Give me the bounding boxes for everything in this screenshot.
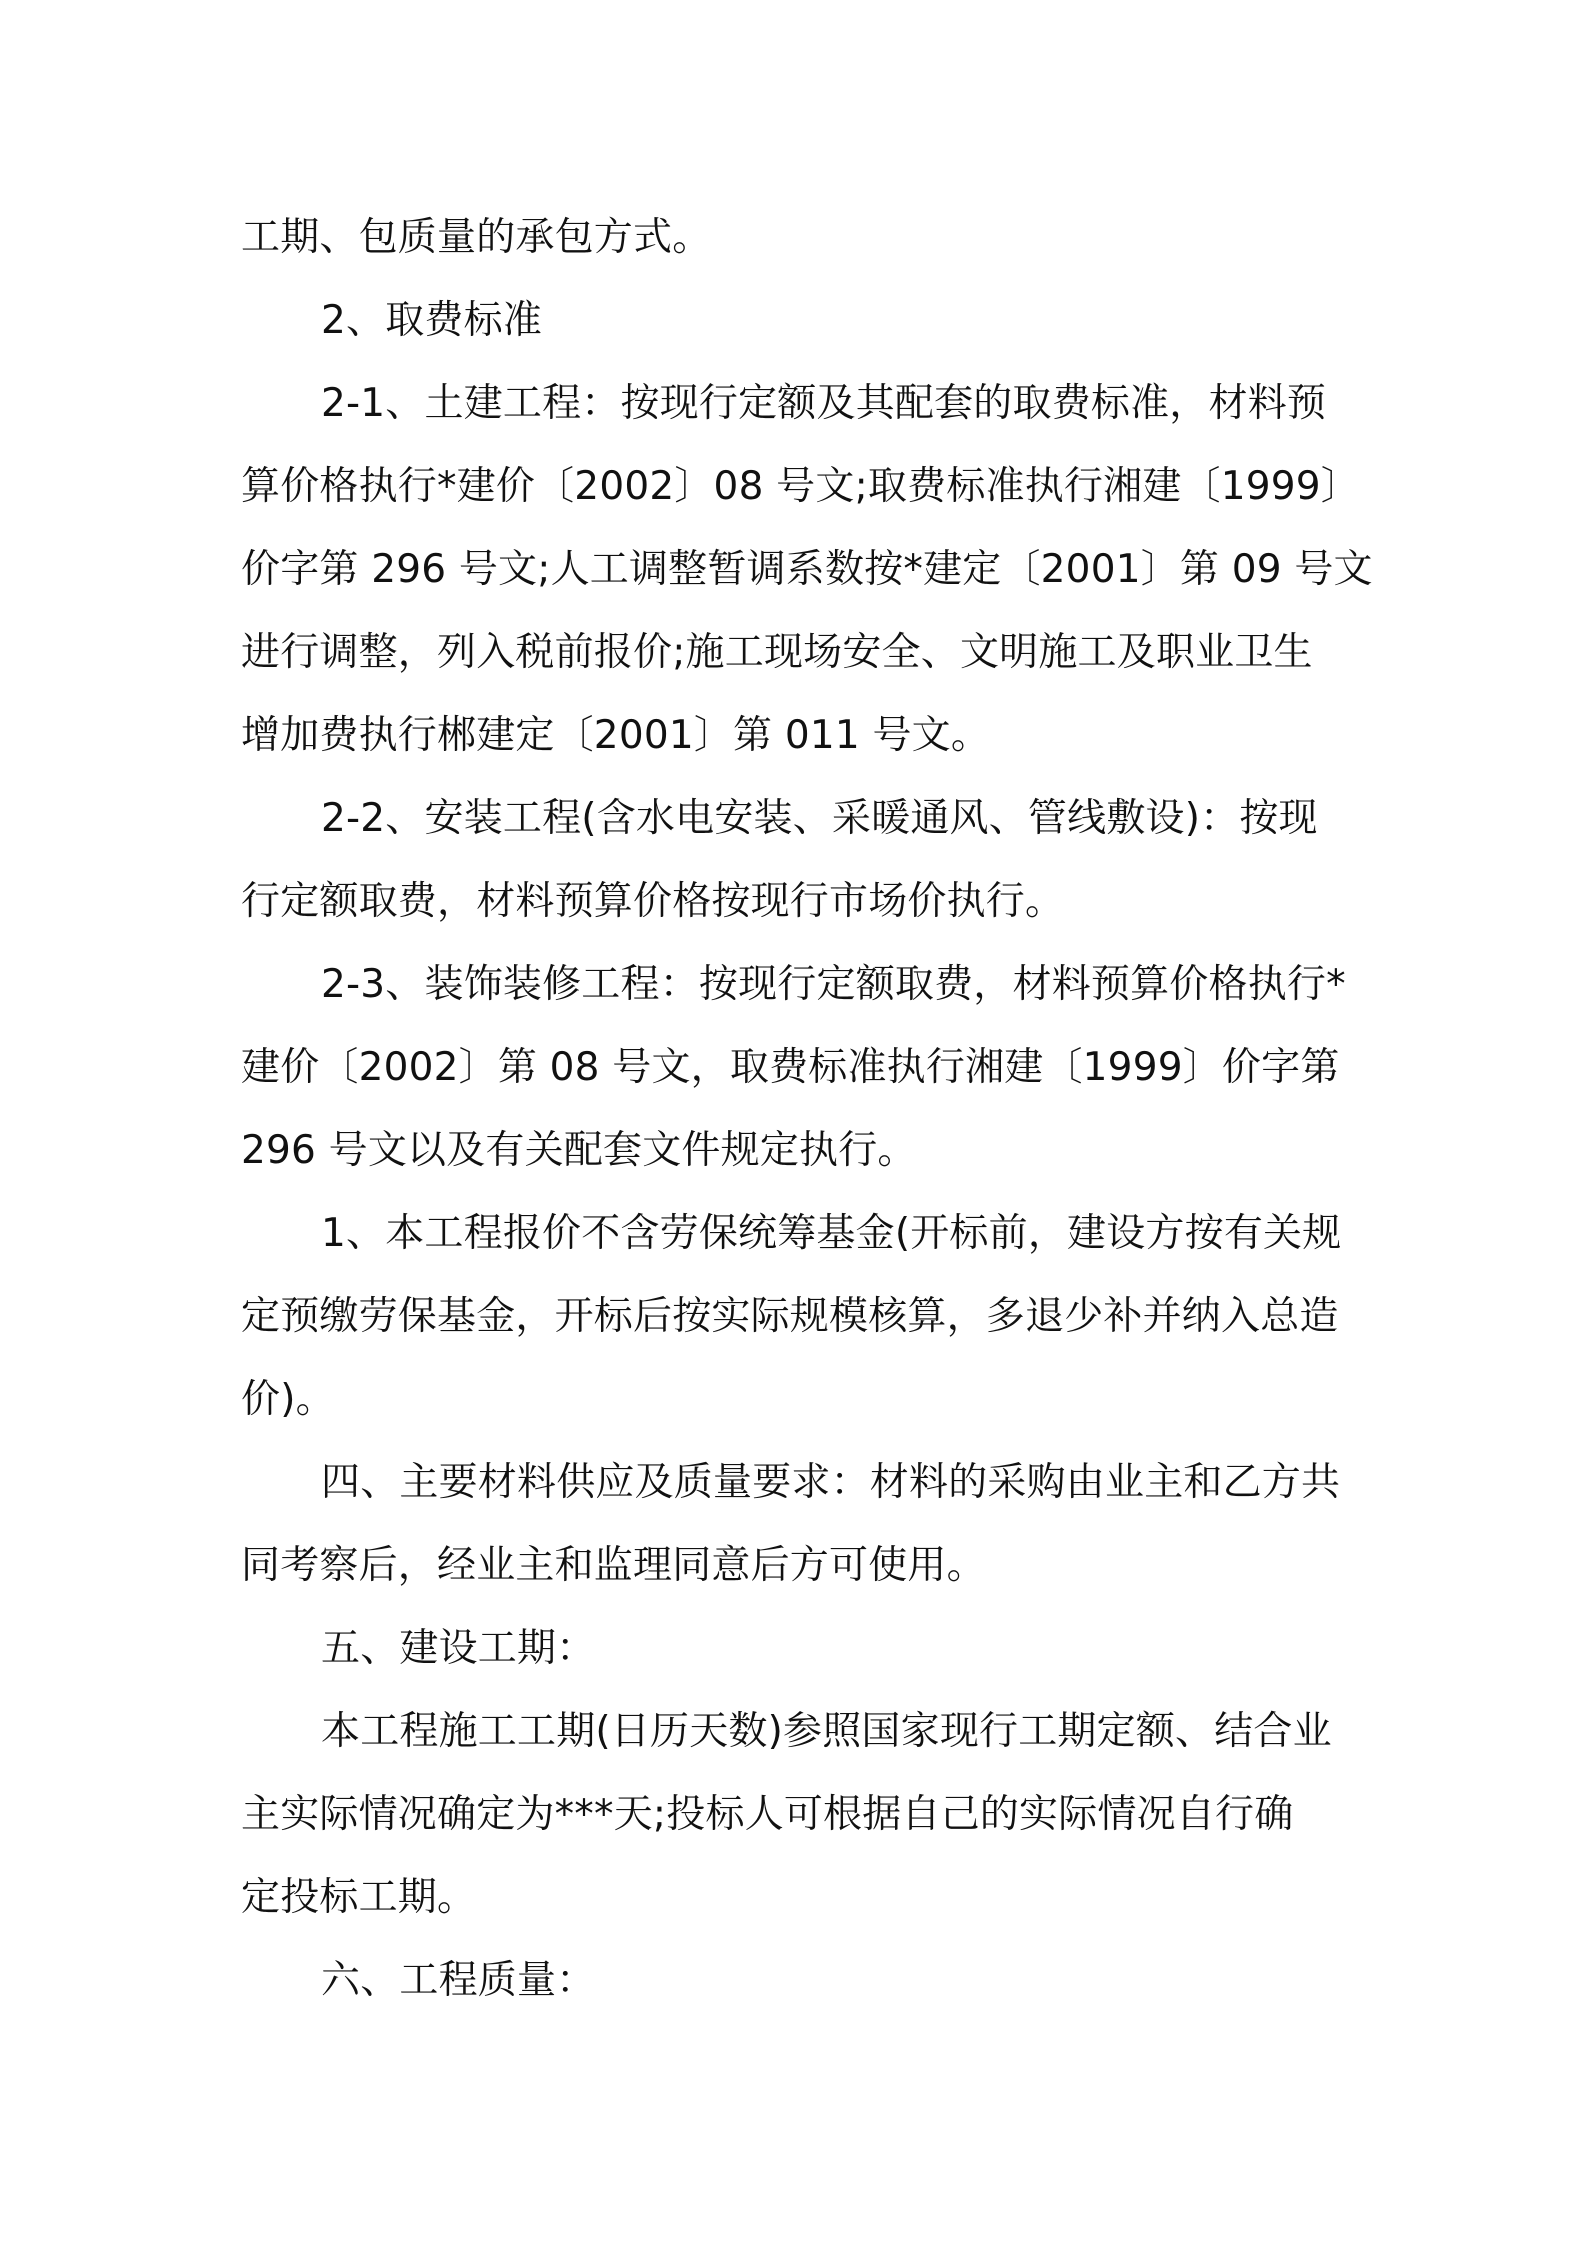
- text-line: 本工程施工工期(日历天数)参照国家现行工期定额、结合业: [321, 1709, 1332, 1754]
- text-line: 定投标工期。: [241, 1875, 477, 1920]
- section-heading: 六、工程质量：: [321, 1958, 596, 2003]
- document-body: [241, 196, 1373, 2022]
- text-line: 296 号文以及有关配套文件规定执行。: [241, 1128, 917, 1173]
- section-heading: 四、主要材料供应及质量要求：材料的采购由业主和乙方共: [321, 1460, 1341, 1505]
- text-line: 价字第 296 号文;人工调整暂调系数按*建定〔2001〕第 09 号文: [241, 547, 1373, 592]
- section-heading: 2、取费标准: [321, 298, 543, 343]
- text-line: 价)。: [241, 1377, 335, 1422]
- text-line: 建价〔2002〕第 08 号文，取费标准执行湘建〔1999〕价字第: [241, 1045, 1340, 1090]
- text-line: 增加费执行郴建定〔2001〕第 011 号文。: [241, 713, 991, 758]
- text-line: 主实际情况确定为***天;投标人可根据自己的实际情况自行确: [241, 1792, 1294, 1837]
- text-line: 算价格执行*建价〔2002〕08 号文;取费标准执行湘建〔1999〕: [241, 464, 1360, 509]
- section-heading: 五、建设工期：: [321, 1626, 596, 1671]
- text-line: 1、本工程报价不含劳保统筹基金(开标前，建设方按有关规: [321, 1211, 1342, 1256]
- text-line: 同考察后，经业主和监理同意后方可使用。: [241, 1543, 986, 1588]
- text-line: 2-2、安装工程(含水电安装、采暖通风、管线敷设)：按现: [321, 796, 1318, 841]
- text-line: 2-1、土建工程：按现行定额及其配套的取费标准，材料预: [321, 381, 1327, 426]
- text-line: 2-3、装饰装修工程：按现行定额取费，材料预算价格执行*: [321, 962, 1346, 1007]
- text-line: 工期、包质量的承包方式。: [241, 215, 712, 260]
- text-line: 行定额取费，材料预算价格按现行市场价执行。: [241, 879, 1065, 924]
- text-line: 进行调整，列入税前报价;施工现场安全、文明施工及职业卫生: [241, 630, 1313, 675]
- text-line: 定预缴劳保基金，开标后按实际规模核算，多退少补并纳入总造: [241, 1294, 1339, 1339]
